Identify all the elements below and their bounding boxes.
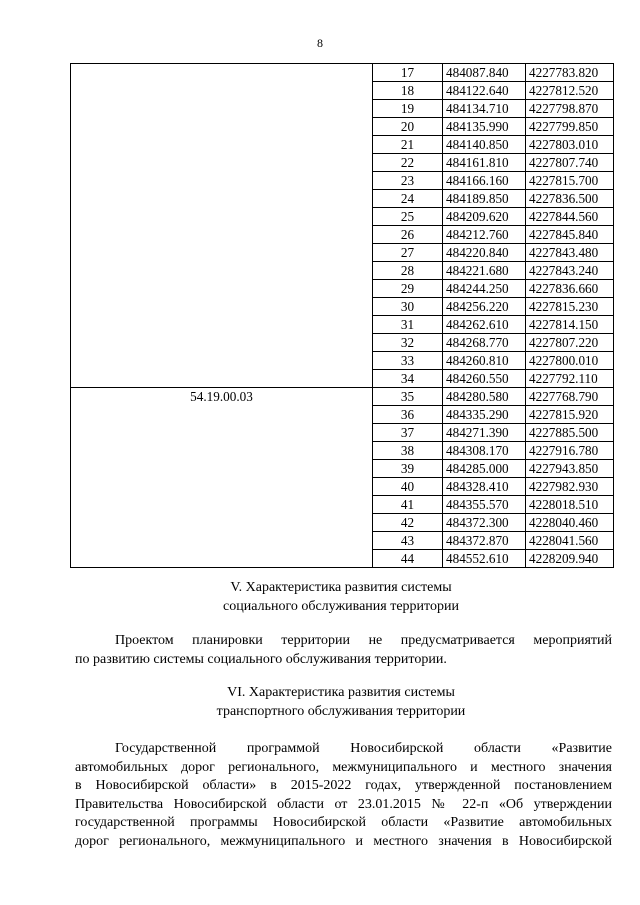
- x-coordinate-cell: 484166.160: [443, 172, 526, 190]
- point-number-cell: 34: [373, 370, 443, 388]
- x-coordinate-cell: 484271.390: [443, 424, 526, 442]
- y-coordinate-cell: 4227943.850: [526, 460, 614, 478]
- x-coordinate-cell: 484161.810: [443, 154, 526, 172]
- y-coordinate-cell: 4227836.660: [526, 280, 614, 298]
- point-number-cell: 18: [373, 82, 443, 100]
- x-coordinate-cell: 484212.760: [443, 226, 526, 244]
- y-coordinate-cell: 4227844.560: [526, 208, 614, 226]
- y-coordinate-cell: 4228040.460: [526, 514, 614, 532]
- x-coordinate-cell: 484244.250: [443, 280, 526, 298]
- point-number-cell: 29: [373, 280, 443, 298]
- section-6-paragraph-line: государственной программы Новосибирской области «Развитие автомобильных: [75, 815, 612, 830]
- point-number-cell: 25: [373, 208, 443, 226]
- zone-code-cell: [71, 64, 373, 388]
- y-coordinate-cell: 4227815.920: [526, 406, 614, 424]
- x-coordinate-cell: 484140.850: [443, 136, 526, 154]
- point-number-cell: 22: [373, 154, 443, 172]
- point-number-cell: 30: [373, 298, 443, 316]
- y-coordinate-cell: 4227843.480: [526, 244, 614, 262]
- point-number-cell: 43: [373, 532, 443, 550]
- section-6-paragraph-line: в Новосибирской области» в 2015-2022 годах, утвержденной постановлением: [75, 778, 612, 793]
- x-coordinate-cell: 484135.990: [443, 118, 526, 136]
- x-coordinate-cell: 484280.580: [443, 388, 526, 406]
- point-number-cell: 19: [373, 100, 443, 118]
- x-coordinate-cell: 484285.000: [443, 460, 526, 478]
- point-number-cell: 38: [373, 442, 443, 460]
- point-number-cell: 36: [373, 406, 443, 424]
- x-coordinate-cell: 484220.840: [443, 244, 526, 262]
- point-number-cell: 41: [373, 496, 443, 514]
- x-coordinate-cell: 484372.300: [443, 514, 526, 532]
- y-coordinate-cell: 4228209.940: [526, 550, 614, 568]
- y-coordinate-cell: 4227807.740: [526, 154, 614, 172]
- section-5-paragraph-line: по развитию системы социального обслуживания территории.: [75, 651, 447, 667]
- y-coordinate-cell: 4227843.240: [526, 262, 614, 280]
- section-5-heading: [70, 578, 612, 616]
- y-coordinate-cell: 4227885.500: [526, 424, 614, 442]
- y-coordinate-cell: 4227916.780: [526, 442, 614, 460]
- x-coordinate-cell: 484355.570: [443, 496, 526, 514]
- y-coordinate-cell: 4227845.840: [526, 226, 614, 244]
- x-coordinate-cell: 484189.850: [443, 190, 526, 208]
- section-5-paragraph: [75, 632, 612, 669]
- x-coordinate-cell: 484262.610: [443, 316, 526, 334]
- y-coordinate-cell: 4227815.700: [526, 172, 614, 190]
- y-coordinate-cell: 4227768.790: [526, 388, 614, 406]
- y-coordinate-cell: 4227800.010: [526, 352, 614, 370]
- section-6-paragraph-line: Правительства Новосибирской области от 23.01.2015 № 22-п «Об утверждении: [75, 796, 612, 812]
- point-number-cell: 33: [373, 352, 443, 370]
- section-5-heading-line-1: V. Характеристика развития системы: [230, 580, 452, 595]
- section-6-paragraph-line: дорог регионального, межмуниципального и местного значения в Новосибирской: [75, 833, 612, 849]
- x-coordinate-cell: 484260.550: [443, 370, 526, 388]
- y-coordinate-cell: 4227982.930: [526, 478, 614, 496]
- section-6-paragraph: [75, 740, 612, 851]
- x-coordinate-cell: 484372.870: [443, 532, 526, 550]
- y-coordinate-cell: 4227792.110: [526, 370, 614, 388]
- x-coordinate-cell: 484134.710: [443, 100, 526, 118]
- point-number-cell: 31: [373, 316, 443, 334]
- point-number-cell: 26: [373, 226, 443, 244]
- point-number-cell: 44: [373, 550, 443, 568]
- section-6-paragraph-line: автомобильных дорог регионального, межмуниципального и местного значения: [75, 759, 612, 775]
- coordinates-table-body: [71, 64, 614, 568]
- y-coordinate-cell: 4227799.850: [526, 118, 614, 136]
- point-number-cell: 27: [373, 244, 443, 262]
- point-number-cell: 32: [373, 334, 443, 352]
- y-coordinate-cell: 4227814.150: [526, 316, 614, 334]
- y-coordinate-cell: 4227815.230: [526, 298, 614, 316]
- x-coordinate-cell: 484328.410: [443, 478, 526, 496]
- x-coordinate-cell: 484335.290: [443, 406, 526, 424]
- point-number-cell: 35: [373, 388, 443, 406]
- point-number-cell: 28: [373, 262, 443, 280]
- zone-code-cell: 54.19.00.03: [71, 388, 373, 568]
- coordinates-table: [70, 63, 614, 568]
- point-number-cell: 42: [373, 514, 443, 532]
- point-number-cell: 23: [373, 172, 443, 190]
- x-coordinate-cell: 484308.170: [443, 442, 526, 460]
- section-5-heading-line-2: социального обслуживания территории: [223, 599, 459, 614]
- x-coordinate-cell: 484256.220: [443, 298, 526, 316]
- y-coordinate-cell: 4227807.220: [526, 334, 614, 352]
- y-coordinate-cell: 4227812.520: [526, 82, 614, 100]
- y-coordinate-cell: 4227836.500: [526, 190, 614, 208]
- point-number-cell: 37: [373, 424, 443, 442]
- y-coordinate-cell: 4227783.820: [526, 64, 614, 82]
- y-coordinate-cell: 4227803.010: [526, 136, 614, 154]
- x-coordinate-cell: 484221.680: [443, 262, 526, 280]
- point-number-cell: 20: [373, 118, 443, 136]
- point-number-cell: 21: [373, 136, 443, 154]
- point-number-cell: 40: [373, 478, 443, 496]
- section-6-heading: [70, 683, 612, 721]
- x-coordinate-cell: 484268.770: [443, 334, 526, 352]
- point-number-cell: 24: [373, 190, 443, 208]
- point-number-cell: 39: [373, 460, 443, 478]
- table-row: [71, 64, 614, 82]
- y-coordinate-cell: 4228041.560: [526, 532, 614, 550]
- x-coordinate-cell: 484552.610: [443, 550, 526, 568]
- x-coordinate-cell: 484209.620: [443, 208, 526, 226]
- x-coordinate-cell: 484087.840: [443, 64, 526, 82]
- section-6-heading-line-2: транспортного обслуживания территории: [216, 704, 466, 719]
- x-coordinate-cell: 484260.810: [443, 352, 526, 370]
- section-6-heading-line-1: VI. Характеристика развития системы: [227, 685, 455, 700]
- table-row: [71, 388, 614, 406]
- y-coordinate-cell: 4228018.510: [526, 496, 614, 514]
- page-number: 8: [317, 36, 323, 50]
- x-coordinate-cell: 484122.640: [443, 82, 526, 100]
- y-coordinate-cell: 4227798.870: [526, 100, 614, 118]
- section-6-paragraph-line: Государственной программой Новосибирской области «Развитие: [115, 741, 612, 756]
- point-number-cell: 17: [373, 64, 443, 82]
- section-5-paragraph-line: Проектом планировки территории не предусматривается мероприятий: [115, 633, 612, 648]
